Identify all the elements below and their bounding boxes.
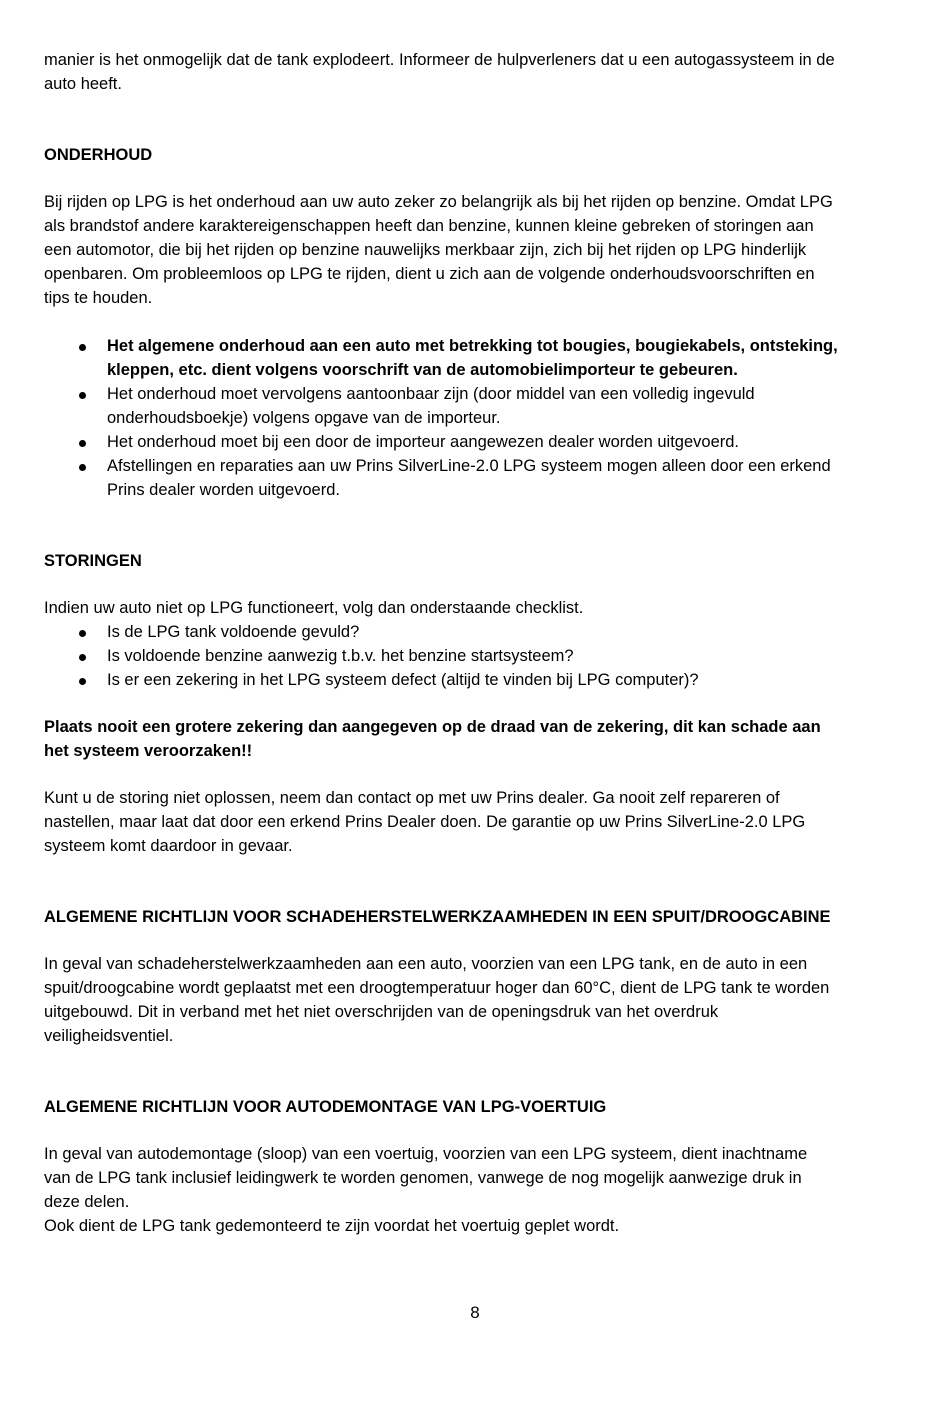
spuitcabine-paragraph: In geval van schadeherstelwerkzaamheden aan een auto, voorzien van een LPG tank, en de auto in een spuit/droogcabine wordt geplaatst met een droogtemperatuur hoger dan 60°C, dient de LPG tank te worden uitgebouwd. Dit in verband met het niet overschrijden van de openingsdruk van het overdruk veiligheidsventiel. — [44, 955, 830, 1045]
demontage-paragraph-1: In geval van autodemontage (sloop) van een voertuig, voorzien van een LPG systeem, dient inachtname van de LPG tank inclusief leidingwerk te worden genomen, vanwege de nog mogelijk aanwezige druk in deze delen. — [44, 1145, 808, 1211]
document-page — [44, 48, 864, 1238]
list-item: Afstellingen en reparaties aan uw Prins SilverLine-2.0 LPG systeem mogen alleen door een erkend Prins dealer worden uitgevoerd. — [44, 454, 864, 502]
heading-storingen: STORINGEN — [44, 552, 142, 570]
onderhoud-paragraph: Bij rijden op LPG is het onderhoud aan uw auto zeker zo belangrijk als bij het rijden op benzine. Omdat LPG als brandstof andere karaktereigenschappen heeft dan benzine, kunnen kleine gebreken of storingen aan een automotor, die bij het rijden op benzine nauwelijks merkbaar zijn, zich bij het rijden op LPG hinderlijk openbaren. Om probleemloos op LPG te rijden, dient u zich aan de volgende onderhoudsvoorschriften en tips te houden. — [44, 193, 833, 307]
storingen-checklist — [44, 620, 864, 692]
warning-paragraph: Plaats nooit een grotere zekering dan aangegeven op de draad van de zekering, dit kan schade aan het systeem veroorzaken!! — [44, 718, 821, 760]
bullet-icon — [79, 630, 86, 637]
list-item: Is er een zekering in het LPG systeem defect (altijd te vinden bij LPG computer)? — [44, 668, 864, 692]
contact-paragraph: Kunt u de storing niet oplossen, neem dan contact op met uw Prins dealer. Ga nooit zelf repareren of nastellen, maar laat dat door een erkend Prins Dealer doen. De garantie op uw Prins SilverLine-2.0 LPG systeem komt daardoor in gevaar. — [44, 789, 806, 855]
heading-onderhoud: ONDERHOUD — [44, 146, 153, 164]
page-number: 8 — [470, 1303, 480, 1322]
intro-paragraph: manier is het onmogelijk dat de tank explodeert. Informeer de hulpverleners dat u een autogassysteem in de auto heeft. — [44, 51, 835, 93]
bullet-icon — [79, 464, 86, 471]
heading-spuitcabine: ALGEMENE RICHTLIJN VOOR SCHADEHERSTELWERKZAAMHEDEN IN EEN SPUIT/DROOGCABINE — [44, 908, 831, 926]
list-item: Het algemene onderhoud aan een auto met betrekking tot bougies, bougiekabels, ontsteking, kleppen, etc. dient volgens voorschrift van de automobielimporteur te gebeuren. — [44, 334, 864, 382]
demontage-paragraph-2: Ook dient de LPG tank gedemonteerd te zijn voordat het voertuig geplet wordt. — [44, 1217, 620, 1235]
list-item: Is de LPG tank voldoende gevuld? — [44, 620, 864, 644]
list-item: Is voldoende benzine aanwezig t.b.v. het benzine startsysteem? — [44, 644, 864, 668]
bullet-icon — [79, 654, 86, 661]
storingen-intro: Indien uw auto niet op LPG functioneert, volg dan onderstaande checklist. — [44, 599, 584, 617]
bullet-icon — [79, 392, 86, 399]
list-item: Het onderhoud moet bij een door de importeur aangewezen dealer worden uitgevoerd. — [44, 430, 864, 454]
heading-demontage: ALGEMENE RICHTLIJN VOOR AUTODEMONTAGE VAN LPG-VOERTUIG — [44, 1098, 607, 1116]
list-item: Het onderhoud moet vervolgens aantoonbaar zijn (door middel van een volledig ingevuld onderhoudsboekje) volgens opgave van de importeur. — [44, 382, 864, 430]
onderhoud-list — [44, 334, 864, 502]
bullet-icon — [79, 440, 86, 447]
bullet-icon — [79, 678, 86, 685]
bullet-icon — [79, 344, 86, 351]
